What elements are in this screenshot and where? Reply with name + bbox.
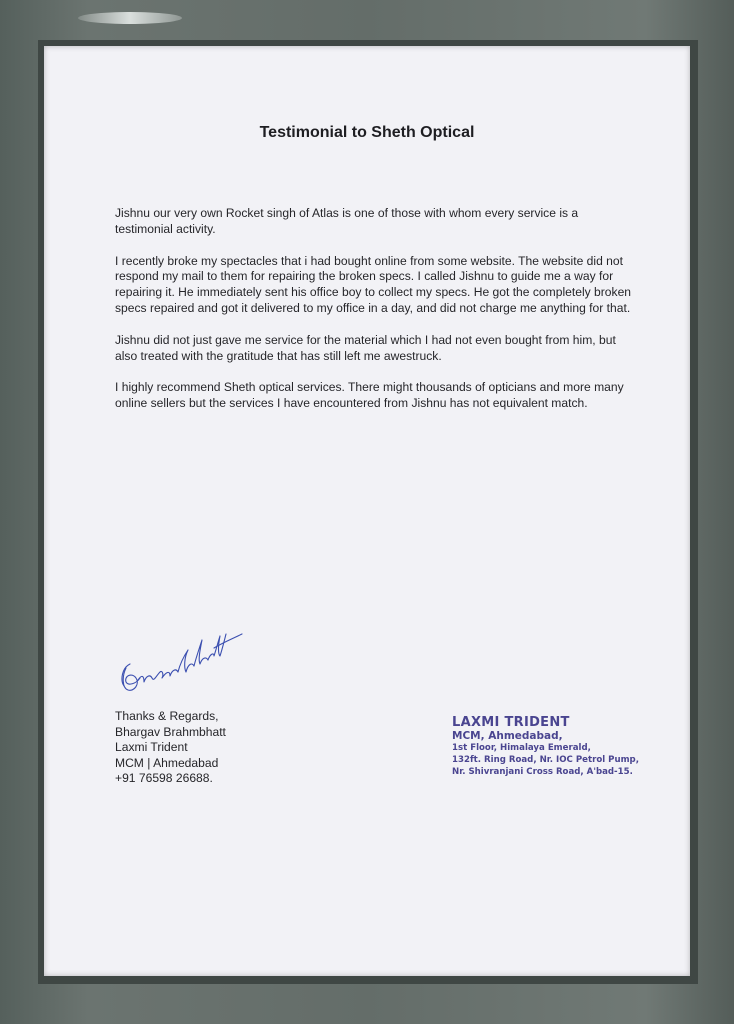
document-title: Testimonial to Sheth Optical [259,124,475,141]
stamp-line-1: MCM, Ahmedabad, [452,730,563,742]
stamp-line-3: 132ft. Ring Road, Nr. IOC Petrol Pump, [452,755,639,765]
document-body [115,206,631,428]
paragraph-3: Jishnu did not just gave me service for the material which I had not even bought from him, but also treated with the gratitude that has still left me awestruck. [115,332,616,363]
closing-line: Thanks & Regards, [115,709,219,723]
company-stamp [452,715,672,778]
sender-phone: +91 76598 26688. [115,771,213,786]
paragraph-4: I highly recommend Sheth optical services. There might thousands of opticians and more many online sellers but the services I have encountered from Jishnu has not equivalent match. [115,380,624,411]
sender-company: Laxmi Trident [115,740,188,755]
sender-name: Bhargav Brahmbhatt [115,724,226,739]
sender-location: MCM | Ahmedabad [115,755,219,770]
document-paper [44,46,690,976]
handwritten-signature [114,598,244,698]
closing-block [115,709,315,787]
paragraph-1: Jishnu our very own Rocket singh of Atlas is one of those with whom every service is a testimonial activity. [115,206,579,236]
paragraph-2: I recently broke my spectacles that i had bought online from some website. The website did not respond my mail to them for repairing the broken specs. I called Jishnu to guide me a way for repairing it. He immediately sent his office boy to collect my specs. He got the completely broken specs repaired and got it delivered to my office in a day, and did not charge me anything for that. [115,253,632,315]
stamp-name: LAXMI TRIDENT [452,715,570,730]
stamp-line-4: Nr. Shivranjani Cross Road, A'bad-15. [452,767,633,777]
stamp-line-2: 1st Floor, Himalaya Emerald, [452,743,591,753]
frame-glare [78,12,182,24]
